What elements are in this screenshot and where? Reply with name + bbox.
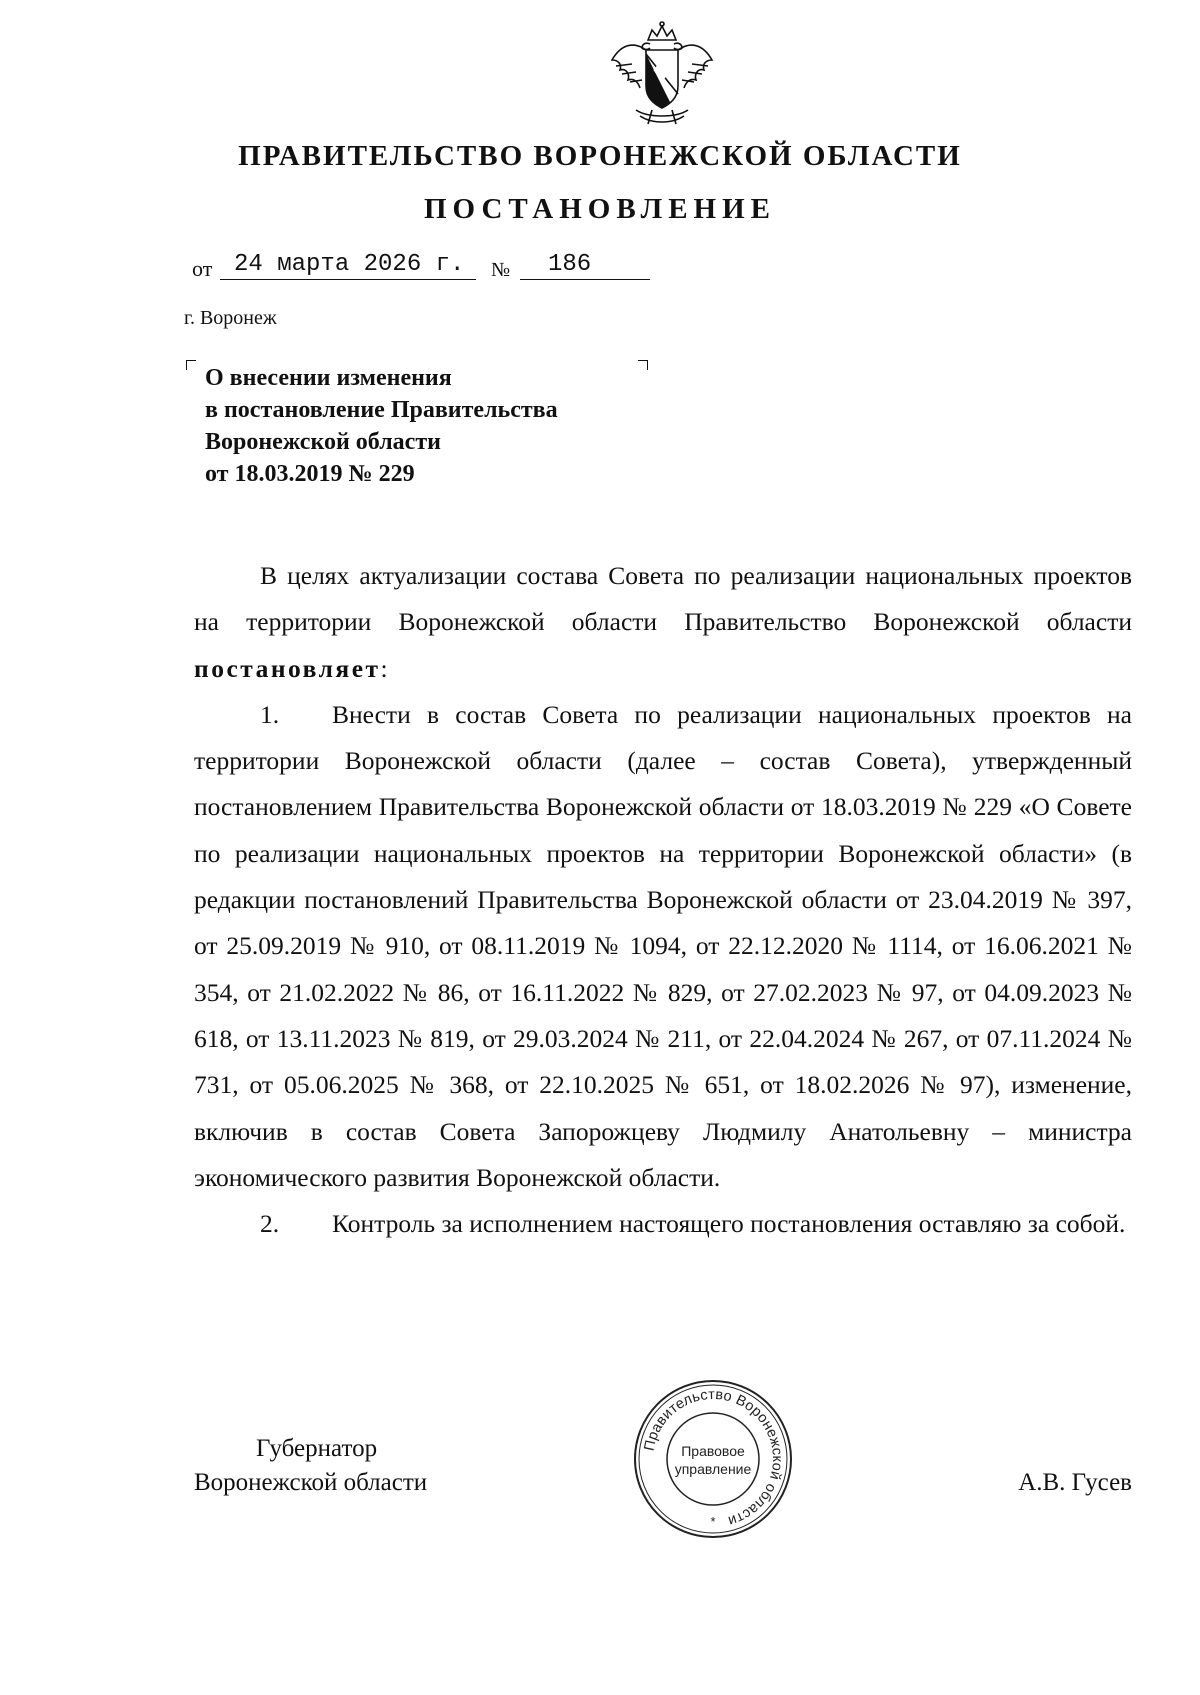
subject-corner-right bbox=[638, 360, 648, 370]
subject-line: Воронежской области bbox=[205, 429, 441, 455]
city: г. Воронеж bbox=[184, 307, 277, 329]
preamble-paragraph bbox=[194, 553, 1132, 692]
subject-line: О внесении изменения bbox=[205, 365, 452, 391]
decree-subject bbox=[205, 362, 558, 490]
preamble-verb: постановляет bbox=[194, 653, 381, 683]
item-1-paragraph bbox=[194, 692, 1132, 1201]
subject-line: от 18.03.2019 № 229 bbox=[205, 461, 415, 487]
item-2-paragraph bbox=[194, 1201, 1132, 1247]
date-number-line bbox=[192, 250, 652, 286]
signatory-position bbox=[194, 1432, 427, 1500]
decree-body bbox=[194, 553, 1132, 1247]
stamp-star: * bbox=[710, 1514, 716, 1529]
decree-date: 24 марта 2026 г. bbox=[220, 251, 476, 280]
preamble-text: В целях актуализации состава Совета по реализации национальных проектов на территории Воронежской области Правительство Воронежской области bbox=[194, 561, 1132, 637]
item-1-number: 1. bbox=[260, 699, 280, 729]
document-type-title: ПОСТАНОВЛЕНИЕ bbox=[423, 193, 776, 225]
item-1-text: Внести в состав Совета по реализации национальных проектов на территории Воронежской области (далее – состав Совета), утвержденный постановлением Правительства Воронежской области от 18.03.2019 № 229 «О Совете по реализации национальных проектов на территории Воронежской области» (в редакции постановлений Правительства Воронежской области от 23.04.2019 № 397, от 25.09.2019 № 910, от 08.11.2019 № 1094, от 22.12.2020 № 1114, от 16.06.2021 № 354, от 21.02.2022 № 86, от 16.11.2022 № 829, от 27.02.2023 № 97, от 04.09.2023 № 618, от 13.11.2023 № 819, от 29.03.2024 № 211, от 22.04.2024 № 267, от 07.11.2024 № 731, от 05.06.2025 № 368, от 22.10.2025 № 651, от 18.02.2026 № 97), изменение, включив в состав Совета Запорожцеву Людмилу Анатольевну – министра экономического развития Воронежской области. bbox=[194, 699, 1132, 1192]
stamp-center-line-1: Правовое bbox=[681, 1443, 745, 1459]
date-from-label: от bbox=[192, 256, 213, 281]
item-2-number: 2. bbox=[260, 1209, 280, 1239]
subject-corner-left bbox=[186, 360, 196, 370]
legal-department-stamp bbox=[630, 1376, 796, 1542]
stamp-ring-text: Правительство Воронежской области bbox=[641, 1386, 786, 1529]
subject-line: в постановление Правительства bbox=[205, 397, 558, 423]
stamp-center-line-2: управление bbox=[674, 1461, 752, 1477]
preamble-end: : bbox=[380, 653, 388, 683]
government-title: ПРАВИТЕЛЬСТВО ВОРОНЕЖСКОЙ ОБЛАСТИ bbox=[238, 140, 962, 172]
number-label: № bbox=[491, 259, 511, 281]
position-line-1: Губернатор bbox=[256, 1435, 378, 1462]
decree-number: 186 bbox=[520, 251, 650, 280]
position-line-2: Воронежской области bbox=[194, 1469, 428, 1496]
coat-of-arms-icon bbox=[602, 20, 722, 130]
signatory-name: А.В. Гусев bbox=[1018, 1469, 1132, 1496]
item-2-text: Контроль за исполнением настоящего постановления оставляю за собой. bbox=[332, 1209, 1126, 1239]
